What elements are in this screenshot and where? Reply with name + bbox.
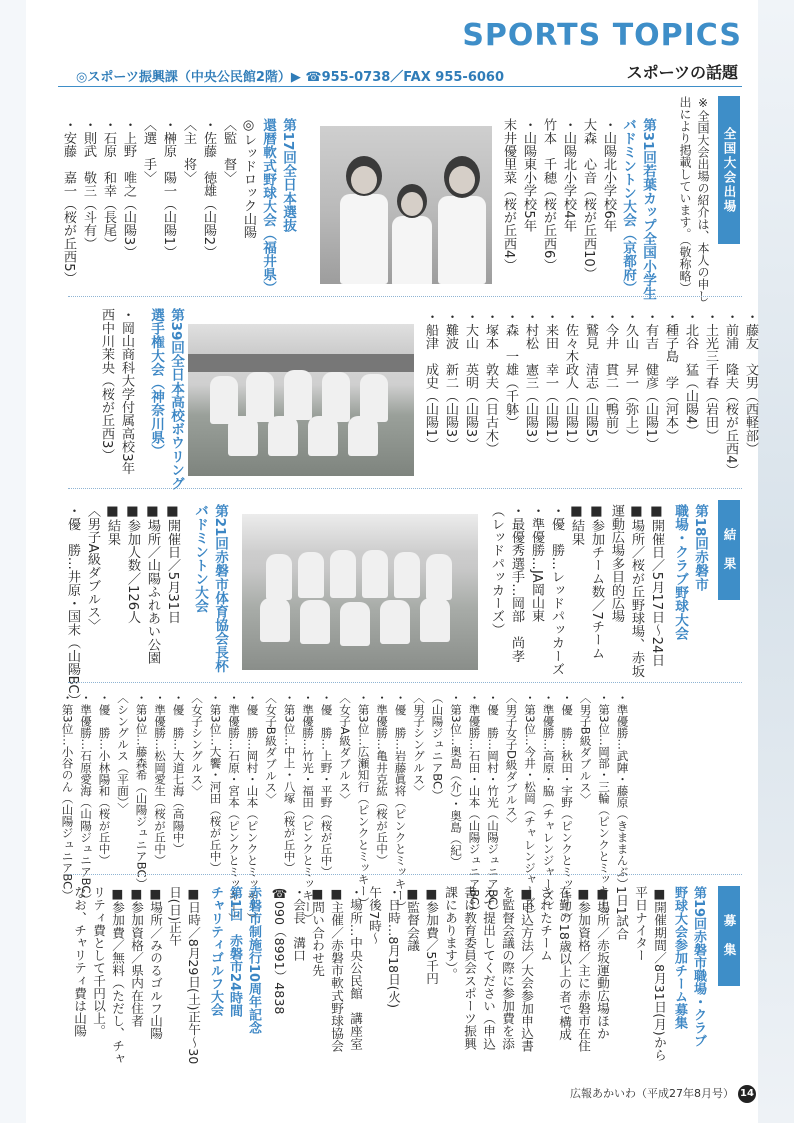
result-line: （山陽ジュニアBC）: [430, 692, 445, 801]
info-line: 午後7時～: [367, 886, 382, 945]
member-line: ・山陽北小学校4年: [561, 118, 576, 232]
member-line: ・土光三千春（岩田）: [703, 310, 718, 442]
member-line: ・則武 敬三（斗有）: [81, 118, 96, 250]
title-line: 第31回若葉カップ全国小学生: [640, 118, 656, 301]
title-line: 職場・クラブ野球大会: [672, 504, 688, 640]
result-line: 〈男子女子D級ダブルス〉: [504, 692, 519, 829]
info-line: ■結果: [569, 504, 584, 546]
result-line: ・準優勝…竹光・福田（ピンクとミッキー）: [301, 692, 315, 924]
result-line: 〈男子シングルス〉: [412, 692, 426, 797]
member-line: ・森 一雄（千躰）: [503, 310, 518, 429]
result-line: ・準優勝…松岡愛生（桜が丘中）: [153, 692, 167, 866]
member-line: ・佐々木政人（山陽1）: [563, 310, 578, 451]
member-line: ・山陽東小学校5年: [521, 118, 536, 232]
left-decoration: [0, 0, 26, 1123]
info-line: ■参加費／5千円: [424, 886, 439, 985]
section-divider: [68, 488, 742, 489]
info-line: ■開催期間／8月31日(月)から: [652, 886, 667, 1061]
member-line: 〈主 将〉: [181, 118, 196, 184]
result-line: ・準優勝…石原・宮本（ピンクとミッキー）: [227, 692, 241, 924]
badminton-local-title: [190, 504, 230, 673]
member-line: ・前浦 隆夫（桜が丘西4）: [723, 310, 738, 477]
bowling-title: [146, 308, 186, 490]
page-number: 14: [738, 1085, 756, 1103]
result-line: 〈男子B級ダブルス〉: [578, 692, 593, 805]
result-line: ・優 勝…岩藤眞将（ピンクとミッキー）: [393, 692, 408, 913]
info-line: ■監督会議: [405, 886, 420, 952]
member-line: 〈選 手〉: [141, 118, 156, 184]
member-line: ・塚本 敦夫（日古木）: [483, 310, 498, 456]
info-line: ・優 勝…レッドパッカーズ: [549, 504, 564, 676]
section-divider: [68, 296, 742, 297]
info-line: 〈男子A級ダブルス〉: [85, 504, 100, 632]
result-line: ・優 勝…大道七海（高陽中）: [171, 692, 186, 855]
golf-info: [70, 886, 203, 1065]
club-baseball-title: [670, 504, 710, 640]
right-decoration: [758, 0, 794, 1123]
result-line: ・第3位…藤森希（山陽ジュニアBC）: [134, 692, 149, 890]
club-baseball-team-photo: [242, 514, 478, 670]
title-line: バドミントン大会（京都府）: [620, 118, 636, 295]
info-line: ■開催日／5月31日: [165, 504, 180, 624]
info-line: リティ費として千円以上。: [91, 886, 106, 1038]
member-line: 〈監 督〉: [221, 118, 236, 184]
info-line: なお、チャリティ費は山陽: [72, 886, 87, 1038]
info-line: ☎090（8991）4838: [272, 886, 287, 1015]
badminton-national-title: [618, 118, 658, 300]
header-rule: [58, 86, 742, 87]
info-line: 1日1試合: [614, 886, 629, 940]
info-line: ・準優勝…JA岡山東: [529, 504, 544, 623]
member-line: ・有吉 健彦（山陽1）: [643, 310, 658, 451]
page-title: SPORTS TOPICS: [462, 18, 742, 53]
info-line: されたチーム: [538, 886, 553, 962]
bowling-members: [96, 308, 136, 475]
result-line: ・準優勝…高原・脇（チャレンジャーズ）: [541, 692, 556, 913]
result-line: ・準優勝…武陣・藤原（きままんぶ）: [615, 692, 630, 890]
member-line: ・難波 新二（山陽3）: [443, 310, 458, 451]
member-line: 竹本 千穂（桜が丘西6）: [541, 118, 556, 272]
member-line: ・今井 貫二（鴨前）: [603, 310, 618, 442]
softball-title: [258, 118, 298, 295]
result-line: 〈女子A級ダブルス〉: [338, 692, 352, 805]
golf-title: [206, 886, 263, 1034]
info-line: ■開催日／5月17日～24日: [649, 504, 664, 667]
member-line: ◎レッドロック山陽: [241, 118, 256, 239]
member-line: ・鷲見 清志（山陽5）: [583, 310, 598, 451]
footer-text: 広報あかいわ（平成27年8月号）: [570, 1087, 734, 1100]
title-line: バドミントン大会: [192, 504, 208, 613]
info-line: ■場所／山陽ふれあい公園: [145, 504, 160, 665]
member-line: ・種子島 学（河本）: [663, 310, 678, 442]
info-line: ■参加人数／126人: [125, 504, 140, 624]
title-line: 第1回 赤磐市24時間: [227, 886, 242, 1018]
section-divider: [68, 874, 742, 875]
badminton-national-members: [498, 118, 618, 280]
info-line: ■申込方法／大会参加申込書: [519, 886, 534, 1053]
title-line: 第17回全日本選抜: [280, 118, 296, 233]
member-line: ・石原 和幸（長尾）: [101, 118, 116, 250]
info-line: ■参加費／無料（ただし、チャ: [110, 886, 125, 1065]
club-baseball-info: [486, 504, 666, 677]
softball-members-continued: [420, 310, 760, 477]
title-line: 赤磐市制施行10周年記念: [246, 886, 261, 1035]
note-line: ※全国大会出場の紹介は、本人の申し: [696, 96, 710, 302]
info-line: ■問い合わせ先: [310, 886, 325, 977]
member-line: ・北谷 猛（山陽4）: [683, 310, 698, 438]
member-line: 西中川茉央（桜が丘西3）: [99, 308, 114, 462]
result-line: ・優 勝…小林陽和（桜が丘中）: [97, 692, 112, 866]
title-line: チャリティゴルフ大会: [208, 886, 223, 1016]
result-line: ・優 勝…秋田・宇野（ピンクとミッキー）: [560, 692, 574, 924]
info-line: 在勤の18歳以上の者で構成: [557, 886, 572, 1041]
member-line: 末井優里菜（桜が丘西4）: [501, 118, 516, 272]
section-divider: [68, 682, 742, 683]
info-line: を監督会議の際に参加費を添: [500, 886, 515, 1050]
member-line: ・藤友 文男（西軽部）: [743, 310, 758, 456]
note-line: 出により掲載しています。（敬称略）: [678, 96, 692, 294]
national-note: [676, 96, 712, 302]
result-line: ・第3位…広瀬知行（ピンクとミッキー）: [356, 692, 371, 909]
result-line: ・優 勝…岡村・山本（ピンクとミッキー）: [245, 692, 260, 924]
info-line: ■参加資格／主に赤磐市在住: [576, 886, 591, 1053]
page-subtitle: スポーツの話題: [626, 63, 738, 82]
result-line: 〈シングルス（平面）〉: [116, 692, 130, 814]
softball-members: [58, 118, 258, 285]
info-line: ■場所／桜が丘野球場、赤坂: [629, 504, 644, 678]
section-label-national: 全国大会出場: [718, 96, 740, 244]
info-line: えて提出してください（申込: [481, 886, 496, 1050]
result-line: ・第3位…岡部・三輪（ピンクとミッキー）: [597, 692, 611, 920]
member-line: ・榊原 陽一（山陽1）: [161, 118, 176, 259]
section-label-results: 結 果: [718, 500, 740, 600]
title-line: 第21回赤磐市体育協会長杯: [212, 504, 228, 673]
info-line: 書は教育委員会スポーツ振興: [462, 886, 477, 1050]
result-line: ・第3位…中上・八塚（桜が丘中）: [282, 692, 297, 874]
result-line: ・準優勝…石原愛海（山陽ジュニアBC）: [79, 692, 93, 906]
result-line: ・準優勝…石田・山本（山陽ジュニアBC）: [467, 692, 482, 917]
info-line: ■結果: [105, 504, 120, 546]
member-line: ・大山 英明（山陽3）: [463, 310, 478, 451]
info-line: ■参加チーム数／7チーム: [589, 504, 604, 660]
result-line: ・準優勝…亀井克紘（桜が丘中）: [375, 692, 389, 866]
recruit-baseball-title: [670, 886, 708, 1047]
result-line: ・優 勝…岡村・竹光（山陽ジュニアBC）: [486, 692, 500, 917]
title-line: 還暦軟式野球大会（福井県）: [260, 118, 276, 295]
info-line: 日(日)正午: [167, 886, 182, 947]
title-line: 第39回全日本高校ボウリング: [168, 308, 184, 491]
result-line: ・第3位…今井・松岡（チャレンジャーズ）: [523, 692, 537, 920]
info-line: ・場所…中央公民館 講座室: [348, 886, 363, 1050]
result-line: 〈女子シングルス〉: [190, 692, 204, 797]
member-line: ・安藤 嘉一（桜が丘西5）: [61, 118, 76, 285]
info-line: ■場所／赤坂運動広場ほか: [595, 886, 610, 1040]
result-line: 〈女子B級ダブルス〉: [264, 692, 278, 805]
info-line: （レッドパッカーズ）: [489, 504, 504, 636]
member-line: ・来田 幸一（山陽1）: [543, 310, 558, 451]
softball-team-photo: [188, 324, 414, 476]
info-line: ■日時／8月29日(土)正午～30: [186, 886, 201, 1065]
result-line: ・優 勝…上野・平野（桜が丘中）: [319, 692, 334, 878]
section-label-recruit: 募 集: [718, 886, 740, 986]
info-line: 課にあります）。: [443, 886, 458, 981]
info-line: ・最優秀選手…岡部 尚孝: [509, 504, 524, 663]
contact-info: ◎スポーツ振興課（中央公民館2階）▶ ☎955-0738／FAX 955-6060: [76, 70, 505, 85]
recruit-baseball-info: [270, 886, 669, 1061]
title-line: 選手権大会（神奈川県）: [148, 308, 164, 458]
info-line: ■主催／赤磐市軟式野球協会: [329, 886, 344, 1053]
info-line: ■場所／みのるゴルフ山陽: [148, 886, 163, 1040]
member-line: ・佐藤 徳雄（山陽2）: [201, 118, 216, 259]
member-line: 大森 心音（桜が丘西10）: [581, 118, 596, 280]
member-line: ・岡山商科大学付属高校3年: [119, 308, 134, 475]
member-line: ・久山 昇一（弥上）: [623, 310, 638, 442]
title-line: 野球大会参加チーム募集: [672, 886, 687, 1029]
info-line: ・日時…8月18日(火): [386, 886, 401, 1009]
info-line: 運動広場多目的広場: [609, 504, 624, 623]
info-line: ■参加資格／県内在住者: [129, 886, 144, 1027]
title-line: 第19回赤磐市職場・クラブ: [691, 886, 706, 1048]
title-line: 第18回赤磐市: [692, 504, 708, 591]
result-line: ・第3位…奥島（介）・奥島（紀）: [449, 692, 463, 868]
member-line: ・船津 成史（山陽1）: [423, 310, 438, 451]
girls-badminton-photo: [320, 126, 492, 284]
info-line: ・会長 溝口: [291, 886, 306, 962]
info-line: ・優 勝…井原・国末（山陽BC）: [65, 504, 80, 707]
member-line: ・山陽北小学校6年: [601, 118, 616, 232]
result-line: ・第3位…小谷のん（山陽ジュニアBC）: [60, 692, 75, 901]
member-line: ・上野 唯之（山陽3）: [121, 118, 136, 259]
result-line: ・第3位…大饗・河田（桜が丘中）: [208, 692, 223, 874]
member-line: ・村松 憲三（山陽3）: [523, 310, 538, 451]
info-line: 平日ナイター: [633, 886, 648, 962]
badminton-local-info: [62, 504, 182, 707]
